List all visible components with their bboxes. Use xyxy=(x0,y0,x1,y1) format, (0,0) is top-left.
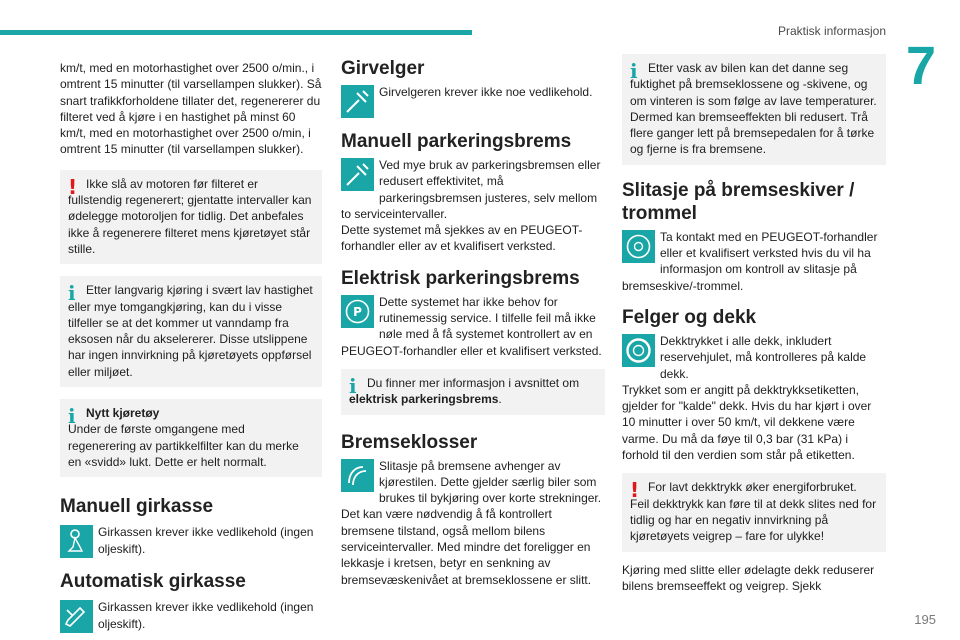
auto-gearbox-text: Girkassen krever ikke vedlikehold (ingen oljeskift). xyxy=(98,600,314,631)
heading-electric-parking-brake: Elektrisk parkeringsbrems xyxy=(341,267,580,289)
intro-paragraph: km/t, med en motorhastighet over 2500 o/min., i omtrent 15 minutter (til varsellampen slukker). Så snart trafikkforholdene tillater det, regenererer du filteret ved å kjøre i en hastighet på minst 60 km/t, med en motorhastighet over 2500 o/min, i omtrent 15 minutter (til varsellampen slukker). xyxy=(60,61,322,157)
heading-gear-selector: Girvelger xyxy=(341,58,425,79)
info-text-electric-brake: Du finner mer informasjon i avsnittet om elektrisk parkeringsbrems. xyxy=(349,375,580,407)
warning-icon: ! xyxy=(68,174,78,199)
heading-manual-parking-brake: Manuell parkeringsbrems xyxy=(341,131,572,152)
manual-parking-brake-text: Ved mye bruk av parkeringsbremsen eller redusert effektivitet, må parkeringsbremsen justeres, selv mellom to serviceintervaller. xyxy=(341,158,601,221)
tyre-icon xyxy=(622,334,655,367)
info-icon: i xyxy=(349,373,357,398)
brake-disc-icon xyxy=(622,230,655,263)
info-box-moisture xyxy=(622,54,886,165)
svg-text:P: P xyxy=(353,304,362,319)
parking-brake-icon xyxy=(341,295,374,328)
info-text-vapour: Etter langvarig kjøring i svært lav hastighet eller mye tomgangkjøring, kan du i visse tilfeller se at det kommer ut vanndamp fra eksosen når du akselererer. Disse utslippene har ingen innvirkning på kjøretøyets oppførsel eller miljøet. xyxy=(68,283,313,379)
heading-manual-gearbox: Manuell girkasse xyxy=(60,496,214,518)
info-text-moisture: Etter vask av bilen kan det danne seg fuktighet på bremseklossene og -skivene, og om vinteren is som følge av lave temperaturer. Dermed kan bremseeffekten bli redusert. Trå flere ganger lett på bremsepedalen for å tørke og fjerne is fra bremsene. xyxy=(630,61,877,157)
gear-lever-icon xyxy=(60,525,93,558)
column-3 xyxy=(622,54,886,594)
info-box-new-vehicle xyxy=(60,399,322,477)
header-title: Praktisk informasjon xyxy=(777,24,886,38)
manual-gearbox-text: Girkassen krever ikke vedlikehold (ingen oljeskift). xyxy=(98,525,314,556)
heading-wheels-tyres: Felger og dekk xyxy=(622,306,757,328)
heading-auto-gearbox: Automatisk girkasse xyxy=(60,571,246,593)
gear-selector-icon xyxy=(60,600,93,633)
heading-brake-pads: Bremseklosser xyxy=(341,431,478,453)
info-icon: i xyxy=(68,281,76,306)
wrench-icon xyxy=(341,85,374,118)
heading-brake-discs: Slitasje på bremseskiver / trommel xyxy=(622,179,855,224)
manual-parking-brake-text-2: Dette systemet må sjekkes av en PEUGEOT-forhandler eller av et kvalifisert verksted. xyxy=(341,223,583,254)
warning-box-tyres xyxy=(622,473,886,551)
info-box-electric-brake xyxy=(341,369,605,415)
brake-discs-text: Ta kontakt med en PEUGEOT-forhandler eller et kvalifisert verksted hvis du vil ha informasjon om kontroll av slitasje på bremseskive/-trommel. xyxy=(622,229,878,293)
info-text-new-vehicle: Under de første omgangene med regenerering av partikkelfilter kan du merke en «svidd» lukt. Dette er helt normalt. xyxy=(68,422,299,469)
outro-paragraph: Kjøring med slitte eller ødelagte dekk reduserer bilens bremseeffekt og veigrep. Sjekk xyxy=(622,562,875,593)
warning-icon: ! xyxy=(630,478,640,503)
warning-text: Ikke slå av motoren før filteret er fullstendig regenerert; gjentatte intervaller kan ødelegge motoroljen for tidlig. Det anbefales ikke å regenerere filteret mens kjøretøyet står stille. xyxy=(68,176,312,256)
info-title-new-vehicle: Nytt kjøretøy xyxy=(86,406,160,421)
wheels-tyres-text: Dekktrykket i alle dekk, inkludert reservehjulet, må kontrolleres på kalde dekk. xyxy=(660,333,867,381)
warning-text-tyres: For lavt dekktrykk øker energiforbruket. Feil dekktrykk kan føre til at dekk slites ned for tidlig og har en negativ innvirkning på kjøretøyets veigrep – fare for ulykke! xyxy=(630,480,877,544)
wheels-tyres-text-2: Trykket som er angitt på dekktrykksetiketten, gjelder for "kalde" dekk. Hvis du har kjørt i over 10 minutter i over 50 km/t, vil dekkene være varme. Du må da føye til 0,3 bar (31 kPa) i forhold til den verdien som står på etiketten. xyxy=(622,382,872,463)
info-box-vapour xyxy=(60,276,322,387)
column-2 xyxy=(341,57,605,588)
column-1 xyxy=(60,60,322,633)
brake-pads-text: Slitasje på bremsene avhenger av kjørestilen. Dette gjelder særlig biler som brukes til bykjøring over korte strekninger. Det kan være nødvendig å få kontrollert bremsene tilstand, også mellom bilens serviceintervaller. Med mindre det foreligger en lekkasje i kretsen, betyr en senkning av bremsevæskenivået at bremseklossene er slitt. xyxy=(341,458,602,587)
electric-parking-brake-text: Dette systemet har ikke behov for rutinemessig service. I tilfelle feil må ikke nøle med å få systemet kontrollert av en PEUGEOT-forhandler eller et kvalifisert verksted. xyxy=(341,294,602,358)
page-number: 195 xyxy=(914,612,936,627)
info-icon: i xyxy=(630,59,638,83)
warning-box xyxy=(60,170,322,264)
gear-selector-text: Girvelgeren krever ikke noe vedlikehold. xyxy=(379,85,593,99)
brake-pad-icon xyxy=(341,459,374,492)
wrench-icon xyxy=(341,158,374,191)
chapter-number: 7 xyxy=(905,36,937,96)
info-icon: i xyxy=(68,404,76,429)
header-accent-bar xyxy=(0,30,472,35)
